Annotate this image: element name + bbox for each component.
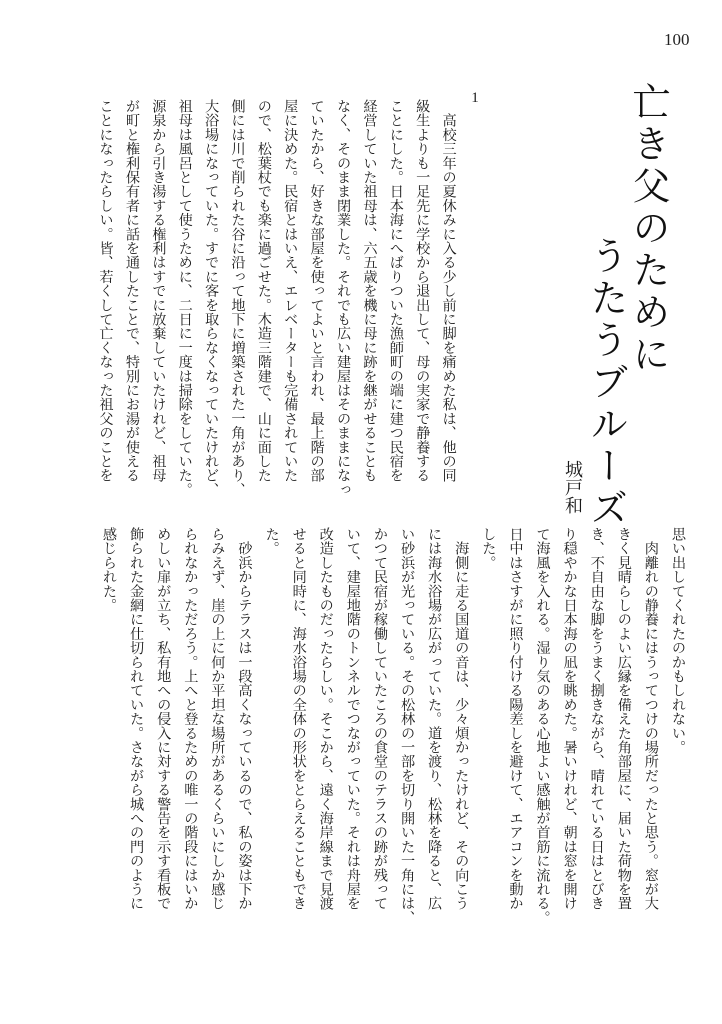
text-column: 思い出してくれたのかもしれない。 <box>670 527 686 755</box>
text-column: り穏やかな日本海の凪を眺めた。暑いけれど、朝は窓を開け <box>561 527 578 911</box>
body-lower-block <box>95 527 691 957</box>
text-column: 屋に決めた。民宿とはいえ、エレベーターも完備されていた <box>282 99 299 483</box>
text-column: 海側に走る国道の音は、少々煩かったけれど、その向こう <box>453 527 470 911</box>
text-column: かつて民宿が稼働していたころの食堂のテラスの跡が残って <box>371 527 388 911</box>
text-column: き、不自由な脚をうまく捌きながら、晴れている日はとびき <box>588 527 605 911</box>
text-column: 経営していた祖母は、六五歳を機に母に跡を継がせることも <box>361 99 378 483</box>
text-column: きく見晴らしのよい広縁を備えた角部屋に、届いた荷物を置 <box>615 527 632 911</box>
text-column: た。 <box>263 527 280 556</box>
text-column: られなかっただろう。上へと登るための唯一の階段にはいか <box>182 527 199 911</box>
text-column: ことになったらしい。皆、若くして亡くなった祖父のことを <box>97 99 114 483</box>
text-column: 大浴場になっていた。すでに客を取らなくなっていたけれど、 <box>203 99 220 497</box>
text-column: 改造したものだったらしい。そこから、遠く海岸線まで見渡 <box>317 527 334 911</box>
text-column: 日中はさすがに照り付ける陽差しを避けて、エアコンを動か <box>507 527 524 911</box>
text-column: めしい扉が立ち、私有地への侵入に対する警告を示す看板で <box>155 527 172 911</box>
text-column: 祖母は風呂として使うために、二日に一度は掃除をしていた。 <box>176 99 193 497</box>
text-column: ていたから、好きな部屋を使ってよいと言われ、最上階の部 <box>308 99 325 483</box>
text-column: せると同時に、海水浴場の全体の形状をとらえることもでき <box>290 527 307 911</box>
text-column: 高校三年の夏休みに入る少し前に脚を痛めた私は、他の同 <box>440 99 457 483</box>
text-column: 側には川で削られた谷に沿って地下に増築された一角があり、 <box>229 99 246 497</box>
text-column: には海水浴場が広がっていた。道を渡り、松林を降ると、広 <box>426 527 443 911</box>
page-number: 100 <box>664 30 690 49</box>
text-column: 砂浜からテラスは一段高くなっているので、私の姿は下か <box>236 527 253 911</box>
text-column: ことにした。日本海にへばりついた漁師町の端に建つ民宿を <box>387 99 404 483</box>
body-upper-block <box>92 90 488 504</box>
text-column: ので、松葉杖でも楽に過ごせた。木造三階建で、山に面した <box>255 99 272 483</box>
story-title-line-1: 亡き父のために <box>626 82 670 376</box>
text-column: が町と権利保有者に話を通したことで、特別にお湯が使える <box>123 99 140 483</box>
section-number: 1 <box>467 90 483 106</box>
text-column: した。 <box>480 527 497 570</box>
text-column: 飾られた金網に仕切られていた。さながら城への門のように <box>128 527 145 911</box>
author-name: 城戸和 <box>562 460 583 514</box>
text-column: 源泉から引き湯する権利はすでに放棄していたけれど、祖母 <box>150 99 167 483</box>
text-column: て海風を入れる。湿り気のある心地よい感触が首筋に流れる。 <box>534 527 551 925</box>
text-column: なく、そのまま閉業した。それでも広い建屋はそのままになっ <box>335 99 352 497</box>
text-column: 感じられた。 <box>101 527 118 613</box>
text-column: い砂浜が光っている。その松林の一部を切り開いた一角には、 <box>399 527 416 925</box>
text-column: 級生よりも一足先に学校から退出して、母の実家で静養する <box>414 99 431 483</box>
text-column: いて、建屋地階のトンネルでつながっていた。それは舟屋を <box>344 527 361 911</box>
story-title-line-2: うたうブルーズ <box>584 236 628 530</box>
text-column: らみえず、崖の上に何か平坦な場所があるくらいにしか感じ <box>209 527 226 911</box>
text-column: 肉離れの静養にはうってつけの場所だったと思う。窓が大 <box>642 527 659 911</box>
